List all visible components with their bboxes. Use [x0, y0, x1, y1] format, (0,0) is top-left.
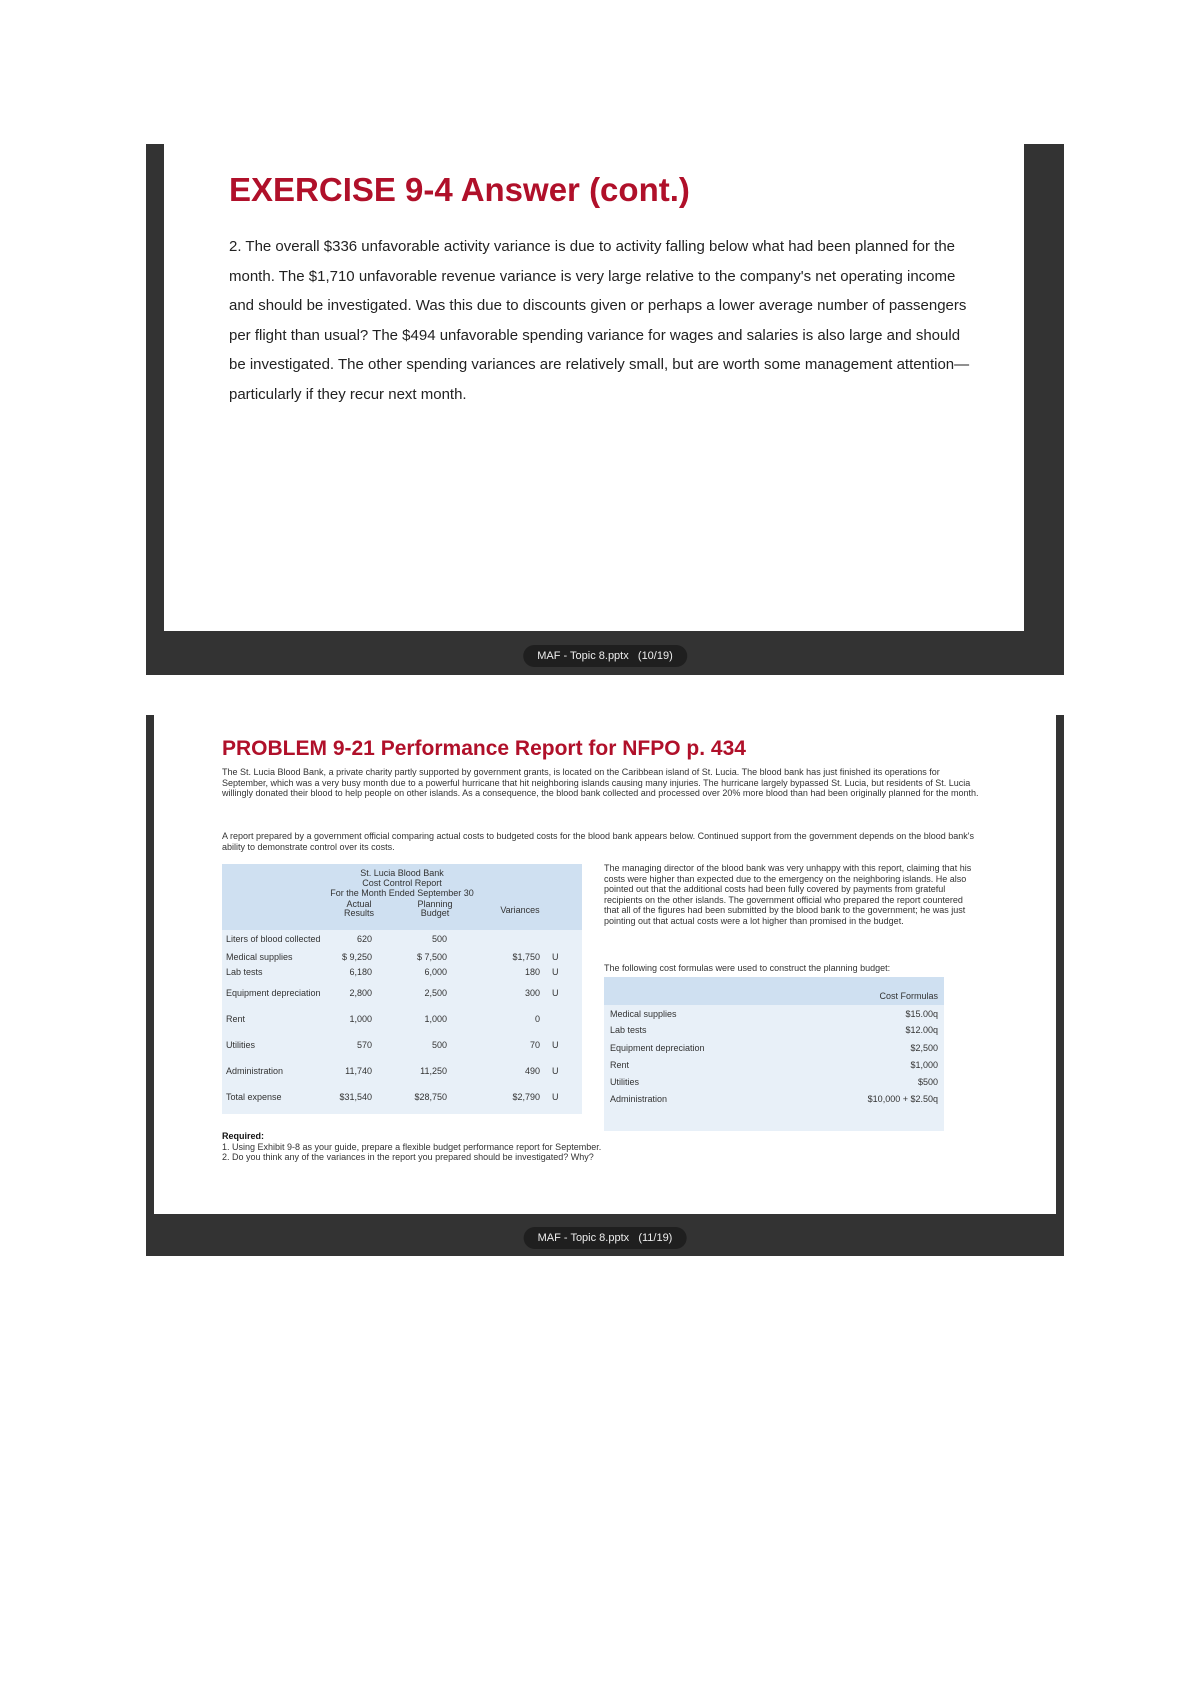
cost-formulas-table: [604, 977, 944, 1131]
actual-value: 11,740: [345, 1066, 372, 1076]
table-row: [222, 934, 582, 948]
table-row: [222, 952, 582, 966]
cost-formulas-body: [604, 1005, 944, 1131]
formula-value: $15.00q: [905, 1009, 938, 1019]
required-section: [222, 1131, 722, 1163]
variance-flag: U: [552, 952, 559, 962]
variance-flag: U: [552, 1066, 559, 1076]
variance-value: 0: [534, 1014, 540, 1024]
planning-value: 500: [431, 934, 447, 944]
actual-value: 620: [356, 934, 372, 944]
slide-11: [154, 715, 1056, 1214]
planning-value: 1,000: [424, 1014, 447, 1024]
variance-value: 180: [524, 967, 540, 977]
row-label: Medical supplies: [226, 952, 293, 962]
actual-value: 1,000: [349, 1014, 372, 1024]
row-label: Utilities: [226, 1040, 256, 1050]
problem-intro-paragraph: The St. Lucia Blood Bank, a private charity partly supported by government grants, is located on the Caribbean island of St. Lucia. The blood bank has just finished its operations for September, which was a very busy month due to a powerful hurricane that hit neighboring islands causing many injuries. The hurricane largely bypassed St. Lucia, but residents of St. Lucia willingly donated their blood to help people on other islands. As a consequence, the blood bank collected and processed over 20% more blood than had been originally planned for the month.: [222, 767, 979, 798]
variance-value: $2,790: [512, 1092, 540, 1102]
table-row: [222, 1014, 582, 1028]
director-response-paragraph: The managing director of the blood bank was very unhappy with this report, claiming that his costs were higher than expected due to the emergency on the neighboring islands. He also pointed out that the additional costs had been fully covered by payments from grateful recipients on the other islands. The government official who prepared the report countered that all of the figures had been submitted by the blood bank to the government; he was just pointing out that actual costs were a lot higher than promised in the budget.: [604, 863, 972, 926]
formula-value: $12.00q: [905, 1025, 938, 1035]
required-label: Required:: [222, 1131, 265, 1141]
formula-value: $2,500: [910, 1043, 938, 1053]
actual-value: $ 9,250: [341, 952, 372, 962]
report-title-line: Cost Control Report: [362, 878, 442, 888]
variance-flag: U: [552, 967, 559, 977]
formula-value: $1,000: [910, 1060, 938, 1070]
slide-footer-label: MAF - Topic 8.pptx (10/19): [523, 645, 687, 667]
report-body: [222, 930, 582, 1114]
formula-label: Utilities: [610, 1077, 640, 1087]
row-label: Lab tests: [226, 967, 263, 977]
slide-viewer-1: [146, 144, 1064, 675]
col-header-variances: Variances: [500, 905, 540, 915]
table-row: [222, 1040, 582, 1054]
table-row: [604, 1077, 944, 1091]
planning-value: 11,250: [420, 1066, 447, 1076]
formula-label: Administration: [610, 1094, 668, 1104]
variance-flag: U: [552, 1040, 559, 1050]
slide-footer-label: MAF - Topic 8.pptx (11/19): [524, 1227, 687, 1249]
cost-control-report-table: [222, 864, 582, 1114]
table-row: [604, 1043, 944, 1057]
formula-label: Medical supplies: [610, 1009, 677, 1019]
table-row: [222, 1092, 582, 1106]
table-row: [222, 967, 582, 981]
report-intro-paragraph: A report prepared by a government official comparing actual costs to budgeted costs for the blood bank appears below. Continued support from the government depends on the blood bank's ability to demonstrate control over its costs.: [222, 831, 975, 852]
table-row: [222, 1066, 582, 1080]
row-label: Equipment depreciation: [226, 988, 321, 998]
report-title-line: St. Lucia Blood Bank: [360, 868, 444, 878]
actual-value: 570: [356, 1040, 372, 1050]
table-row: [604, 1060, 944, 1074]
slide-title: EXERCISE 9-4 Answer (cont.): [229, 171, 690, 208]
slide-body-text: 2. The overall $336 unfavorable activity variance is due to activity falling below what had been planned for the month. The $1,710 unfavorable revenue variance is very large relative to the company's net operating income and should be investigated. Was this due to discounts given or perhaps a lower average number of passengers per flight than usual? The $494 unfavorable spending variance for wages and salaries is also large and should be investigated. The other spending variances are relatively small, but are worth some management attention—particularly if they recur next month.: [229, 238, 970, 403]
planning-value: 2,500: [424, 988, 447, 998]
col-header-planning: Planning Budget: [417, 899, 453, 918]
planning-value: 6,000: [424, 967, 447, 977]
variance-value: $1,750: [512, 952, 540, 962]
table-row: [604, 1009, 944, 1023]
slide-10: [164, 144, 1024, 631]
formula-label: Lab tests: [610, 1025, 647, 1035]
cost-formulas-intro: The following cost formulas were used to construct the planning budget:: [604, 963, 891, 973]
formula-value: $500: [917, 1077, 938, 1087]
slide-viewer-2: [146, 715, 1064, 1256]
row-label: Administration: [226, 1066, 284, 1076]
variance-value: 70: [529, 1040, 540, 1050]
table-row: [222, 988, 582, 1002]
required-item-2: 2. Do you think any of the variances in the report you prepared should be investigated? Why?: [222, 1152, 594, 1162]
required-item-1: 1. Using Exhibit 9-8 as your guide, prepare a flexible budget performance report for September.: [222, 1141, 602, 1152]
variance-value: 300: [524, 988, 540, 998]
actual-value: 2,800: [349, 988, 372, 998]
row-label: Liters of blood collected: [226, 934, 321, 944]
report-header: [222, 864, 582, 930]
actual-value: 6,180: [349, 967, 372, 977]
slide-title: PROBLEM 9-21 Performance Report for NFPO p. 434: [222, 737, 746, 760]
variance-value: 490: [524, 1066, 540, 1076]
col-header-actual: Actual Results: [343, 899, 374, 918]
variance-flag: U: [552, 1092, 559, 1102]
planning-value: $ 7,500: [416, 952, 447, 962]
planning-value: $28,750: [414, 1092, 447, 1102]
actual-value: $31,540: [339, 1092, 372, 1102]
row-label: Total expense: [226, 1092, 282, 1102]
row-label: Rent: [226, 1014, 246, 1024]
report-title-line: For the Month Ended September 30: [330, 888, 474, 898]
formula-label: Equipment depreciation: [610, 1043, 705, 1053]
variance-flag: U: [552, 988, 559, 998]
planning-value: 500: [431, 1040, 447, 1050]
formula-label: Rent: [610, 1060, 630, 1070]
cost-formulas-header-band: [604, 977, 944, 1005]
formula-value: $10,000 + $2.50q: [867, 1094, 938, 1104]
table-row: [604, 1025, 944, 1039]
table-row: [604, 1094, 944, 1108]
cost-formulas-header: Cost Formulas: [879, 991, 938, 1001]
